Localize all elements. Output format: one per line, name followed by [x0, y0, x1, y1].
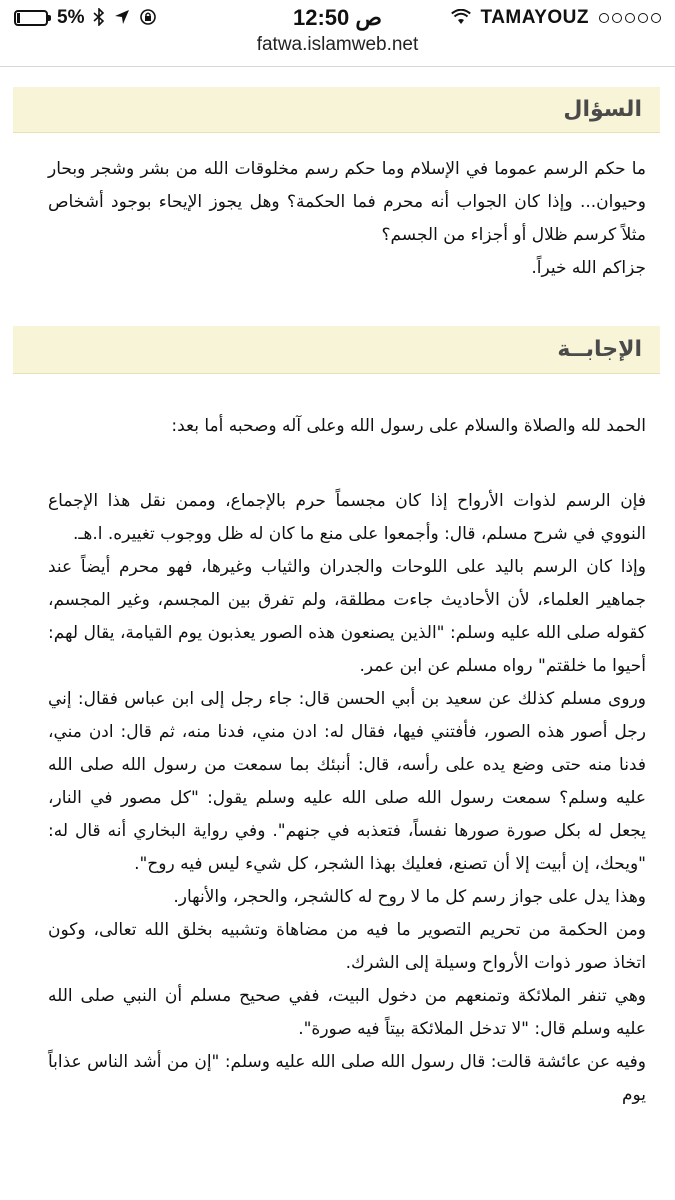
battery-percent: 5% [57, 7, 85, 28]
status-left [14, 6, 157, 30]
carrier-name: TAMAYOUZ [480, 7, 589, 28]
answer-intro-text: الحمد لله والصلاة والسلام على رسول الله وعلى آله وصحبه أما بعد: [171, 416, 646, 436]
question-text: ما حكم الرسم عموما في الإسلام وما حكم رسم مخلوقات الله من بشر وشجر وبحار وحيوان... وإذا كان الجواب أنه محرم فما الحكمة؟ وهل يجوز الإيحاء بوجود أشخاص مثلاً كرسم ظلال أو أجزاء من الجسم؟ [48, 159, 646, 245]
rotation-lock-icon [139, 8, 157, 29]
answer-paragraph: ومن الحكمة من تحريم التصوير ما فيه من مضاهاة وتشبيه بخلق الله تعالى، وكون اتخاذ صور ذوات الأرواح وسيلة إلى الشرك. [48, 920, 646, 973]
status-bar [0, 0, 675, 34]
question-header [13, 87, 660, 133]
answer-heading: الإجابــة [557, 337, 642, 362]
bluetooth-icon [93, 8, 105, 29]
answer-header [13, 326, 660, 374]
question-closing: جزاكم الله خيراً. [531, 258, 646, 278]
url-bar[interactable]: fatwa.islamweb.net [256, 34, 419, 55]
answer-paragraph: وهي تنفر الملائكة وتمنعهم من دخول البيت، ففي صحيح مسلم أن النبي صلى الله عليه وسلم قال: "لا تدخل الملائكة بيتاً فيه صورة". [48, 986, 646, 1039]
question-body [48, 153, 646, 285]
answer-intro [48, 410, 646, 443]
answer-paragraph: فإن الرسم لذوات الأرواح إذا كان مجسماً حرم بالإجماع، وممن نقل هذا الإجماع النووي في شرح مسلم، قال: وأجمعوا على منع ما كان له ظل ووجوب تغييره. ا.هـ. [48, 491, 646, 544]
browser-divider [0, 66, 675, 67]
location-icon [114, 9, 130, 28]
question-heading: السؤال [563, 97, 642, 122]
answer-body [48, 485, 646, 1112]
answer-paragraph: وفيه عن عائشة قالت: قال رسول الله صلى الله عليه وسلم: "إن من أشد الناس عذاباً يوم [48, 1052, 646, 1105]
answer-paragraph: وهذا يدل على جواز رسم كل ما لا روح له كالشجر، والحجر، والأنهار. [173, 887, 646, 907]
answer-paragraph: وإذا كان الرسم باليد على اللوحات والجدران والثياب وغيرها، فهو محرم أيضاً عند جماهير العلماء، لأن الأحاديث جاءت مطلقة، ولم تفرق بين المجسم، وغير المجسم، كقوله صلى الله عليه وسلم: "الذين يصنعون هذه الصور يعذبون يوم القيامة، يقال لهم: أحيوا ما خلقتم" رواه مسلم عن ابن عمر. [48, 557, 646, 676]
status-time: 12:50 ص [293, 5, 382, 30]
answer-paragraph: وروى مسلم كذلك عن سعيد بن أبي الحسن قال: جاء رجل إلى ابن عباس فقال: إني رجل أصور هذه الصور، فأفتني فيها، فقال له: ادن مني، فدنا منه، ثم قال: ادن مني، فدنا منه حتى وضع يده على رأسه، قال: أنبئك بما سمعت من رسول الله صلى الله عليه وسلم؟ سمعت رسول الله صلى الله عليه وسلم يقول: "كل مصور في النار، يجعل له بكل صورة صورها نفساً، فتعذبه في جنهم". وفي رواية البخاري أنه قال له: "ويحك، إن أبيت إلا أن تصنع، فعليك بهذا الشجر، كل شيء ليس فيه روح". [48, 689, 646, 874]
battery-icon [14, 10, 48, 26]
